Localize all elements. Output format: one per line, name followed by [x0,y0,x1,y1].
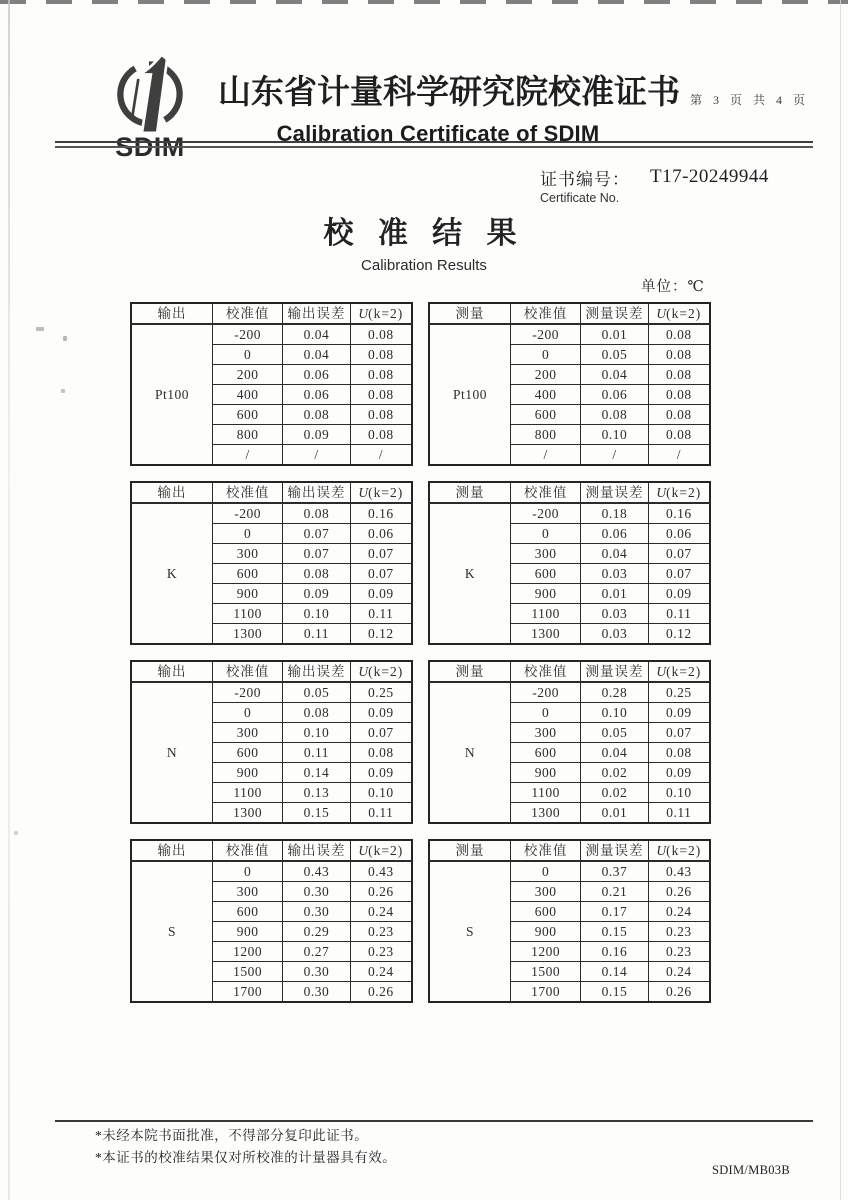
sensor-type-cell: Pt100 [429,324,510,465]
value-cell: 0.08 [350,425,412,445]
value-cell: 0 [212,703,282,723]
results-table-s-output [130,839,413,1003]
value-cell: 0.09 [350,584,412,604]
column-header: 测量 [429,840,510,861]
value-cell: 0.10 [350,783,412,803]
value-cell: 0.08 [283,564,350,584]
value-cell: 0.08 [350,365,412,385]
value-cell: 0.08 [350,345,412,365]
value-cell: 0.08 [350,743,412,763]
value-cell: 1300 [510,803,580,824]
value-cell: 0.10 [283,723,350,743]
results-table-s-measure [428,839,711,1003]
value-cell: 0.07 [283,544,350,564]
value-cell: 0.09 [648,584,710,604]
value-cell: 0.09 [350,703,412,723]
value-cell: 600 [510,902,580,922]
value-cell: 0.08 [350,385,412,405]
value-cell: 0.16 [350,503,412,524]
value-cell: 1100 [212,783,282,803]
value-cell: 0.18 [581,503,648,524]
value-cell: 0.17 [581,902,648,922]
column-header: 测量误差 [581,303,648,324]
value-cell: 1100 [510,604,580,624]
value-cell: 0.30 [283,882,350,902]
value-cell: 0.24 [350,902,412,922]
sdim-logo-text: SDIM [115,132,185,162]
value-cell: 0.06 [283,385,350,405]
value-cell: 0.05 [581,723,648,743]
document-code: SDIM/MB03B [711,1163,790,1177]
value-cell: 0.08 [648,385,710,405]
value-cell: 0.26 [648,982,710,1003]
value-cell: 1100 [212,604,282,624]
value-cell: 0.08 [648,405,710,425]
value-cell: 0.25 [350,682,412,703]
value-cell: 600 [510,405,580,425]
sdim-logo-icon [105,52,195,140]
value-cell: 0.06 [581,385,648,405]
column-header: 测量 [429,482,510,503]
table-row [131,682,412,703]
value-cell: 0.06 [581,524,648,544]
value-cell: 0.07 [648,723,710,743]
value-cell: 0.04 [581,544,648,564]
value-cell: 0.26 [350,982,412,1003]
value-cell: 0.06 [283,365,350,385]
value-cell: 0.15 [283,803,350,824]
header-titles [218,52,810,147]
value-cell: 0.11 [648,604,710,624]
value-cell: 0.14 [283,763,350,783]
sensor-type-cell: N [429,682,510,823]
scan-speck [61,389,65,393]
value-cell: 0.37 [581,861,648,882]
value-cell: 0.28 [581,682,648,703]
column-header: 输出 [131,482,212,503]
value-cell: 1100 [510,783,580,803]
header-divider [55,141,813,148]
value-cell: 300 [510,723,580,743]
value-cell: -200 [212,324,282,345]
value-cell: 0.24 [350,962,412,982]
unit-label: 单位：℃ [641,279,705,295]
value-cell: 0.08 [283,503,350,524]
value-cell: 0.08 [350,324,412,345]
value-cell: 0.08 [648,425,710,445]
value-cell: 0.23 [350,942,412,962]
value-cell: 0.09 [648,763,710,783]
value-cell: 0.08 [648,345,710,365]
value-cell: 0.08 [648,743,710,763]
column-header: 输出 [131,303,212,324]
scan-speck [63,336,67,341]
column-header: 输出误差 [283,482,350,503]
value-cell: 900 [212,922,282,942]
page-info: 第 3 页 共 4 页 [690,93,810,107]
value-cell: 0.06 [648,524,710,544]
certificate-title-cn: 山东省计量科学研究院校准证书 [218,75,680,111]
column-header: U(k=2) [350,661,412,682]
value-cell: / [350,445,412,466]
value-cell: 0.24 [648,902,710,922]
value-cell: 0.30 [283,962,350,982]
value-cell: 600 [212,743,282,763]
value-cell: 0.24 [648,962,710,982]
value-cell: 1300 [212,624,282,645]
value-cell: 0.10 [283,604,350,624]
column-header: U(k=2) [648,840,710,861]
value-cell: -200 [510,682,580,703]
value-cell: 600 [510,564,580,584]
value-cell: 0.01 [581,324,648,345]
value-cell: 600 [510,743,580,763]
results-table-pt100-measure [428,302,711,466]
column-header: 校准值 [510,482,580,503]
results-table-n-measure [428,660,711,824]
value-cell: 0.08 [283,703,350,723]
value-cell: 900 [510,922,580,942]
value-cell: 1200 [212,942,282,962]
footer-notes [95,1125,396,1168]
scan-speck [14,831,18,835]
value-cell: 0.30 [283,902,350,922]
value-cell: 0.15 [581,922,648,942]
value-cell: 0 [510,345,580,365]
results-table-k-measure [428,481,711,645]
value-cell: / [212,445,282,466]
value-cell: 300 [212,544,282,564]
value-cell: 0.15 [581,982,648,1003]
sensor-type-cell: K [429,503,510,644]
value-cell: 0.05 [283,682,350,703]
table-row [429,503,710,524]
column-header: 校准值 [510,303,580,324]
column-header: 输出 [131,840,212,861]
value-cell: 400 [510,385,580,405]
value-cell: 0.43 [350,861,412,882]
value-cell: 1300 [212,803,282,824]
column-header: 测量误差 [581,840,648,861]
scan-speck [36,327,44,331]
sensor-type-cell: S [131,861,212,1002]
value-cell: 0 [212,861,282,882]
value-cell: 0.30 [283,982,350,1003]
column-header: 校准值 [212,303,282,324]
value-cell: 200 [212,365,282,385]
value-cell: 0 [212,345,282,365]
value-cell: 0.11 [283,743,350,763]
table-row [429,861,710,882]
column-header: 测量误差 [581,482,648,503]
value-cell: 0.07 [350,544,412,564]
value-cell: 1200 [510,942,580,962]
certificate-number-value: T17-20249944 [650,166,769,187]
results-tables-grid [130,302,711,1003]
value-cell: 400 [212,385,282,405]
value-cell: 0.16 [648,503,710,524]
value-cell: 0.26 [350,882,412,902]
value-cell: 0.23 [648,942,710,962]
value-cell: 0.01 [581,584,648,604]
footer-divider [55,1120,813,1122]
value-cell: 0.10 [581,425,648,445]
value-cell: / [283,445,350,466]
value-cell: 0.10 [581,703,648,723]
value-cell: 0.26 [648,882,710,902]
value-cell: 0.07 [350,723,412,743]
value-cell: 1700 [510,982,580,1003]
value-cell: 900 [510,584,580,604]
value-cell: 800 [510,425,580,445]
value-cell: 0.03 [581,604,648,624]
value-cell: 1300 [510,624,580,645]
value-cell: 0.08 [350,405,412,425]
scan-artifact-right-edge [840,0,841,1200]
value-cell: 0.10 [648,783,710,803]
sensor-type-cell: S [429,861,510,1002]
value-cell: 0.16 [581,942,648,962]
results-title-cn: 校 准 结 果 [323,217,525,250]
value-cell: 0.07 [648,544,710,564]
value-cell: 300 [510,882,580,902]
results-title-en: Calibration Results [361,257,487,274]
value-cell: 0.02 [581,763,648,783]
value-cell: 0.06 [350,524,412,544]
value-cell: 0.02 [581,783,648,803]
column-header: U(k=2) [648,482,710,503]
certificate-title-en: Calibration Certificate of SDIM [276,121,600,146]
value-cell: 0.08 [648,365,710,385]
table-row [131,861,412,882]
value-cell: 0.07 [350,564,412,584]
value-cell: 1700 [212,982,282,1003]
value-cell: 0.07 [648,564,710,584]
value-cell: 0.11 [350,604,412,624]
value-cell: 0.27 [283,942,350,962]
value-cell: / [510,445,580,466]
results-table-pt100-output [130,302,413,466]
column-header: 输出误差 [283,840,350,861]
column-header: U(k=2) [350,303,412,324]
value-cell: 0.43 [283,861,350,882]
table-row [131,324,412,345]
column-header: U(k=2) [350,482,412,503]
value-cell: 0.09 [283,425,350,445]
value-cell: 0.04 [581,743,648,763]
value-cell: 0.12 [350,624,412,645]
value-cell: -200 [212,682,282,703]
value-cell: 0 [212,524,282,544]
table-row [131,503,412,524]
column-header: 测量误差 [581,661,648,682]
value-cell: / [581,445,648,466]
value-cell: -200 [212,503,282,524]
value-cell: 900 [212,584,282,604]
footer-note-1: *未经本院书面批准，不得部分复印此证书。 [95,1128,369,1143]
results-title [0,208,848,274]
value-cell: -200 [510,503,580,524]
value-cell: 0.14 [581,962,648,982]
column-header: 校准值 [212,840,282,861]
table-row [429,324,710,345]
certificate-number-labels [540,165,630,205]
results-table-n-output [130,660,413,824]
value-cell: 0.09 [648,703,710,723]
column-header: 校准值 [510,661,580,682]
value-cell: 0.13 [283,783,350,803]
sensor-type-cell: N [131,682,212,823]
footer-note-2: *本证书的校准结果仅对所校准的计量器具有效。 [95,1149,397,1165]
value-cell: 0.07 [283,524,350,544]
value-cell: 0.12 [648,624,710,645]
value-cell: 600 [212,405,282,425]
value-cell: 900 [212,763,282,783]
value-cell: 0 [510,524,580,544]
value-cell: 0.25 [648,682,710,703]
column-header: 测量 [429,303,510,324]
value-cell: 0.05 [581,345,648,365]
value-cell: 1500 [212,962,282,982]
value-cell: 0.09 [350,763,412,783]
column-header: 输出 [131,661,212,682]
column-header: U(k=2) [648,303,710,324]
value-cell: 1500 [510,962,580,982]
value-cell: 0.01 [581,803,648,824]
value-cell: 600 [212,902,282,922]
value-cell: 0.03 [581,624,648,645]
sensor-type-cell: K [131,503,212,644]
scan-artifact-top-edge [0,0,848,4]
column-header: 测量 [429,661,510,682]
value-cell: 200 [510,365,580,385]
value-cell: 0.21 [581,882,648,902]
value-cell: 0.04 [283,324,350,345]
value-cell: -200 [510,324,580,345]
column-header: 校准值 [510,840,580,861]
value-cell: 0.11 [283,624,350,645]
certificate-number-label-cn: 证书编号： [540,170,630,189]
certificate-number-block [540,165,769,205]
value-cell: 0.04 [581,365,648,385]
value-cell: 0.03 [581,564,648,584]
table-row [429,682,710,703]
value-cell: 0 [510,861,580,882]
value-cell: 0.11 [350,803,412,824]
value-cell: 300 [212,723,282,743]
value-cell: 0.23 [648,922,710,942]
value-cell: 0.29 [283,922,350,942]
column-header: 校准值 [212,482,282,503]
value-cell: 300 [510,544,580,564]
value-cell: 0.23 [350,922,412,942]
results-table-k-output [130,481,413,645]
value-cell: 0.11 [648,803,710,824]
value-cell: 0.43 [648,861,710,882]
column-header: 输出误差 [283,303,350,324]
value-cell: 0.08 [648,324,710,345]
value-cell: 600 [212,564,282,584]
column-header: U(k=2) [648,661,710,682]
certificate-number-label-en: Certificate No. [540,191,620,205]
value-cell: 0 [510,703,580,723]
column-header: 输出误差 [283,661,350,682]
value-cell: 900 [510,763,580,783]
value-cell: 300 [212,882,282,902]
value-cell: 0.04 [283,345,350,365]
value-cell: 800 [212,425,282,445]
sensor-type-cell: Pt100 [131,324,212,465]
value-cell: / [648,445,710,466]
value-cell: 0.08 [581,405,648,425]
scan-artifact-left-edge [8,0,10,1200]
column-header: 校准值 [212,661,282,682]
value-cell: 0.09 [283,584,350,604]
value-cell: 0.08 [283,405,350,425]
column-header: U(k=2) [350,840,412,861]
